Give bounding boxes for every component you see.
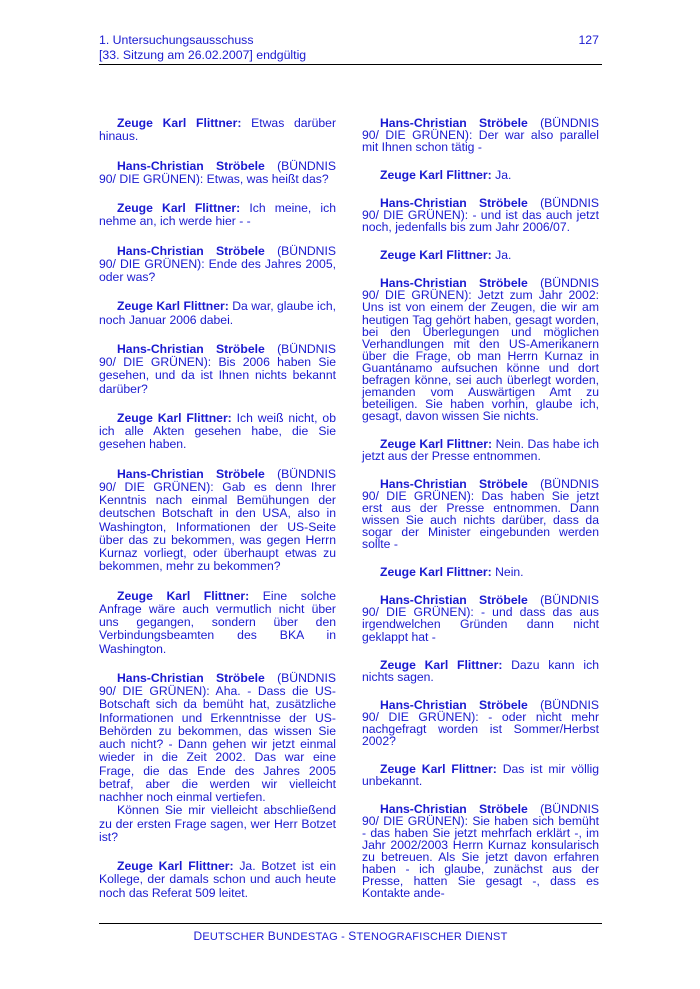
header-committee: 1. Untersuchungsausschuss (99, 33, 254, 47)
speaker-name: Hans-Christian Ströbele (380, 116, 528, 130)
right-column (362, 117, 599, 915)
statement-text: Ja. Botzet ist ein Kollege, der damals schon und auch heute noch das Referat 509 leitet. (99, 859, 336, 900)
transcript-paragraph (99, 468, 336, 574)
transcript-paragraph (99, 117, 336, 144)
statement-text: Ich weiß nicht, ob ich alle Akten gesehen habe, die Sie gesehen haben. (99, 410, 336, 452)
statement-text: Nein. Das habe ich jetzt aus der Presse entnommen. (362, 436, 599, 463)
statement-text: Ja. (491, 248, 512, 263)
transcript-paragraph (362, 249, 599, 261)
statement-text: Ich meine, ich nehme an, ich werde hier - - (99, 201, 337, 229)
footer-text: DEUTSCHER BUNDESTAG - STENOGRAFISCHER DIENST (193, 929, 508, 943)
transcript-paragraph (362, 478, 599, 550)
speaker-name: Zeuge Karl Flittner: (380, 168, 492, 183)
page-number: 127 (578, 33, 599, 47)
transcript-paragraph (362, 594, 599, 642)
transcript-paragraph (362, 566, 599, 578)
statement-text: (BÜNDNIS 90/ DIE GRÜNEN): Jetzt zum Jahr 2002: Uns ist von einem der Zeugen, die wir am heutigen Tag gehört haben, gesagt worden, bei den Überlegungen und möglichen Verhandlungen mit den US-Amerikanern über die Frage, ob man Herrn Kurnaz in Guantánamo aufsuchen könne und dort befragen könne, sei auch überlegt worden, jemanden vom Auswärtigen Amt zu beteiligen. Sie haben vorhin, glaube ich, gesagt, davon wissen Sie nichts. (362, 276, 599, 423)
transcript-paragraph (99, 202, 336, 229)
speaker-name: Hans-Christian Ströbele (117, 466, 265, 481)
speaker-name: Hans-Christian Ströbele (380, 593, 528, 608)
transcript-paragraph (99, 300, 336, 327)
statement-text: Etwas darüber hinaus. (99, 116, 337, 144)
header-session: [33. Sitzung am 26.02.2007] endgültig (99, 48, 307, 62)
statement-text: (BÜNDNIS 90/ DIE GRÜNEN): Etwas, was heißt das? (99, 158, 336, 186)
left-column (99, 117, 336, 916)
speaker-name: Zeuge Karl Flittner: (117, 859, 234, 873)
speaker-name: Hans-Christian Ströbele (117, 158, 265, 173)
transcript-paragraph (99, 160, 336, 187)
transcript-paragraph (99, 672, 336, 805)
speaker-name: Hans-Christian Ströbele (380, 196, 528, 211)
transcript-paragraph (99, 343, 336, 396)
statement-text: Eine solche Anfrage wäre auch vermutlich nicht über uns gegangen, sondern über den Verbindungsbeamten des BKA in Washington. (99, 588, 336, 656)
speaker-name: Hans-Christian Ströbele (380, 477, 528, 492)
transcript-paragraph (99, 804, 336, 844)
transcript-paragraph (99, 590, 336, 656)
transcript-paragraph (99, 860, 336, 900)
speaker-name: Zeuge Karl Flittner: (380, 248, 492, 263)
speaker-name: Hans-Christian Ströbele (380, 276, 528, 291)
page-header (99, 33, 602, 63)
speaker-name: Zeuge Karl Flittner: (117, 588, 250, 603)
transcript-paragraph (362, 197, 599, 233)
statement-text: Da war, glaube ich, noch Januar 2006 dabei. (99, 299, 336, 327)
header-divider (99, 64, 602, 65)
speaker-name: Hans-Christian Ströbele (117, 670, 265, 685)
speaker-name: Hans-Christian Ströbele (380, 801, 528, 816)
speaker-name: Zeuge Karl Flittner: (117, 201, 241, 215)
transcript-paragraph (362, 659, 599, 683)
statement-text: (BÜNDNIS 90/ DIE GRÜNEN): Bis 2006 haben Sie gesehen, und da ist Ihnen nichts bekannt darüber? (99, 341, 336, 396)
statement-text: (BÜNDNIS 90/ DIE GRÜNEN): Das haben Sie jetzt erst aus der Presse entnommen. Dann wissen Sie auch nichts darüber, dass da sogar der Minister eingebunden werden sollte - (362, 477, 599, 552)
speaker-name: Zeuge Karl Flittner: (380, 657, 503, 672)
transcript-paragraph (362, 803, 599, 899)
statement-text: (BÜNDNIS 90/ DIE GRÜNEN): - oder nicht mehr nachgefragt worden ist Sommer/Herbst 2002? (362, 697, 599, 748)
page-footer (99, 929, 602, 943)
transcript-paragraph (362, 438, 599, 462)
statement-text: Dazu kann ich nichts sagen. (362, 657, 599, 684)
speaker-name: Zeuge Karl Flittner: (380, 436, 493, 451)
transcript-paragraph (362, 763, 599, 787)
footer-divider (99, 923, 602, 924)
speaker-name: Zeuge Karl Flittner: (117, 410, 232, 425)
statement-text: Das ist mir völlig unbekannt. (362, 761, 599, 788)
statement-text: (BÜNDNIS 90/ DIE GRÜNEN): Aha. - Dass die US-Botschaft sich da bemüht hat, zusätzliche Informationen und Erkenntnisse der US-Behörden zu bekommen, das wissen Sie auch nicht? - Dann gehen wir jetzt einmal wieder in die Zeit 2002. Das war eine Frage, die das Ende des Jahres 2005 betraf, aber die werden wir vielleicht nachher noch einmal vertiefen. (99, 670, 336, 804)
transcript-paragraph (362, 117, 599, 153)
statement-text: (BÜNDNIS 90/ DIE GRÜNEN): - und ist das auch jetzt noch, jedenfalls bis zum Jahr 2006/07. (362, 196, 599, 235)
statement-text: (BÜNDNIS 90/ DIE GRÜNEN): Gab es denn Ihrer Kenntnis nach einmal Bemühungen der deutschen Botschaft in den USA, also in Washington, Informationen der US-Seite über das zu bekommen, was gegen Herrn Kurnaz vorliegt, oder überhaupt etwas zu bekommen, mehr zu bekommen? (99, 466, 336, 574)
transcript-paragraph (362, 277, 599, 422)
speaker-name: Zeuge Karl Flittner: (380, 565, 492, 580)
speaker-name: Zeuge Karl Flittner: (380, 761, 497, 776)
statement-text: (BÜNDNIS 90/ DIE GRÜNEN): Sie haben sich bemüht - das haben Sie jetzt mehrfach erklärt -, im Jahr 2002/2003 Herrn Kurnaz konsularisch zu betreuen. Als Sie jetzt davon erfahren haben - ich glaube, zunächst aus der Presse, hatten Sie gesagt -, dass es Kontakte ande- (362, 801, 599, 901)
speaker-name: Hans-Christian Ströbele (117, 243, 265, 258)
statement-text: (BÜNDNIS 90/ DIE GRÜNEN): Ende des Jahres 2005, oder was? (99, 243, 336, 284)
speaker-name: Hans-Christian Ströbele (117, 341, 265, 356)
transcript-paragraph (99, 412, 336, 452)
transcript-paragraph (362, 699, 599, 747)
speaker-name: Zeuge Karl Flittner: (117, 299, 229, 314)
statement-text: (BÜNDNIS 90/ DIE GRÜNEN): Der war also parallel mit Ihnen schon tätig - (362, 116, 599, 155)
transcript-paragraph (362, 169, 599, 181)
statement-text: Können Sie mir vielleicht abschließend zu der ersten Frage sagen, wer Herr Botzet ist? (99, 803, 336, 844)
statement-text: (BÜNDNIS 90/ DIE GRÜNEN): - und dass das aus irgendwelchen Gründen dann nicht geklappt hat - (362, 593, 599, 644)
speaker-name: Hans-Christian Ströbele (380, 697, 528, 712)
statement-text: Nein. (491, 565, 524, 580)
statement-text: Ja. (491, 168, 512, 183)
transcript-paragraph (99, 245, 336, 285)
speaker-name: Zeuge Karl Flittner: (117, 116, 242, 130)
